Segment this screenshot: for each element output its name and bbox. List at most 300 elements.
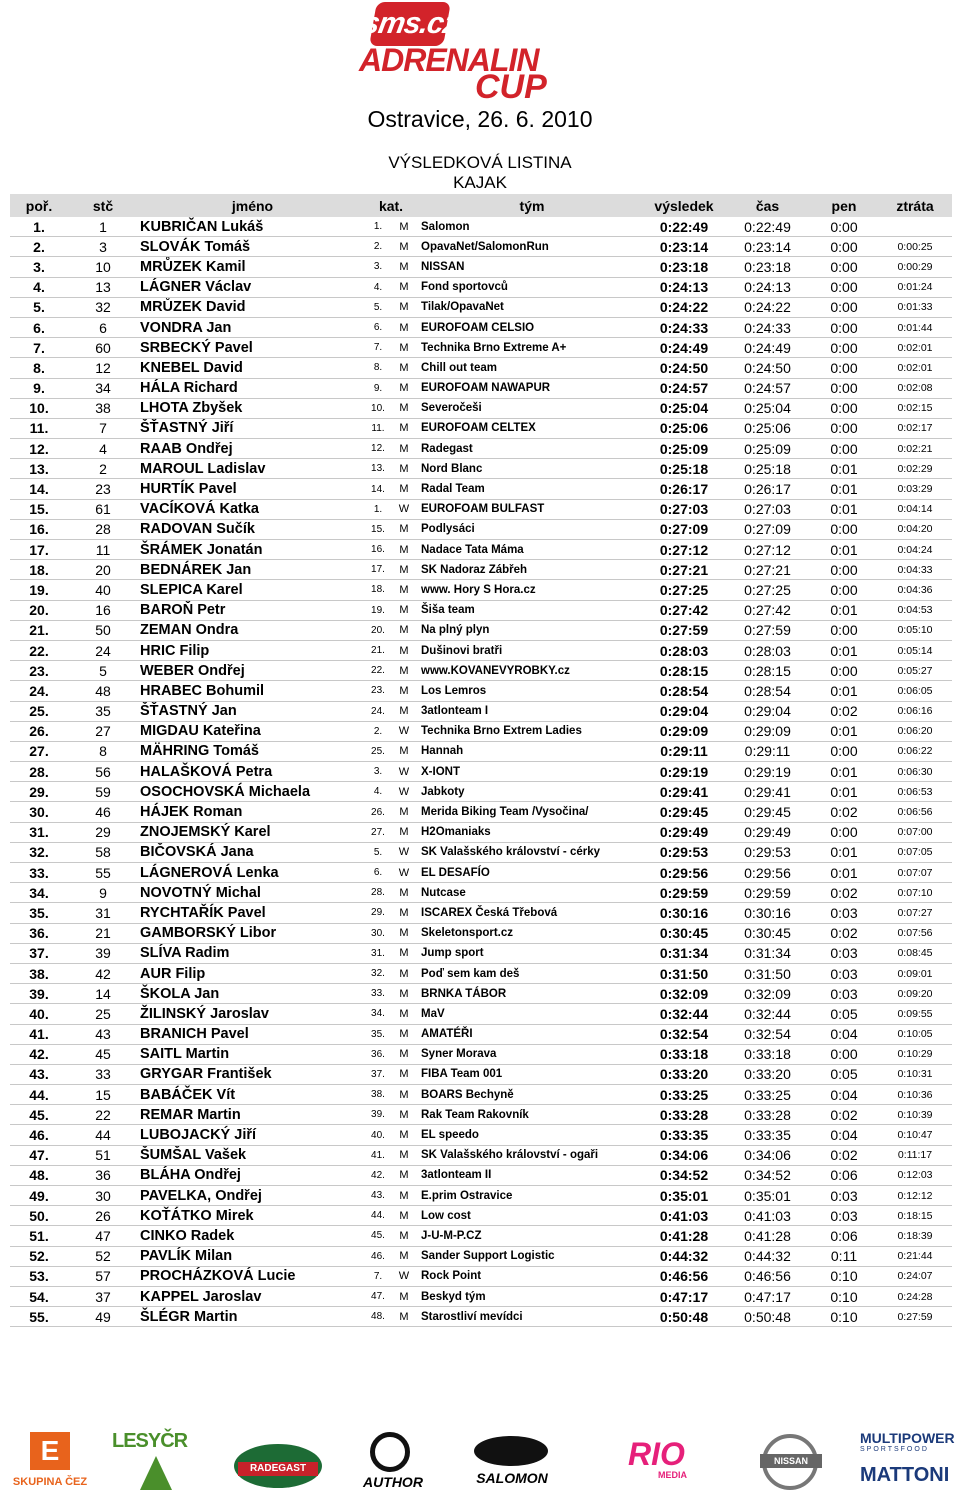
category-sex-cell: M	[391, 1226, 417, 1246]
start-number-cell: 14	[68, 984, 138, 1004]
table-row	[10, 1246, 952, 1266]
penalty-cell: 0:02	[810, 701, 878, 721]
result-cell: 0:41:03	[643, 1206, 725, 1226]
team-cell: Severočeši	[417, 398, 643, 418]
result-cell: 0:27:21	[643, 560, 725, 580]
table-row	[10, 317, 952, 337]
category-rank-cell: 31.	[365, 943, 391, 963]
time-cell: 0:27:25	[725, 580, 810, 600]
time-cell: 0:25:18	[725, 459, 810, 479]
loss-cell: 0:06:16	[878, 701, 952, 721]
loss-cell: 0:06:22	[878, 741, 952, 761]
team-cell: EL speedo	[417, 1125, 643, 1145]
category-sex-cell: W	[391, 762, 417, 782]
time-cell: 0:27:03	[725, 499, 810, 519]
loss-cell	[878, 217, 952, 237]
col-header-start-number: stč	[68, 194, 138, 217]
loss-cell: 0:11:17	[878, 1145, 952, 1165]
team-cell: Jump sport	[417, 943, 643, 963]
category-rank-cell: 28.	[365, 883, 391, 903]
start-number-cell: 34	[68, 378, 138, 398]
result-cell: 0:28:54	[643, 681, 725, 701]
time-cell: 0:33:20	[725, 1064, 810, 1084]
result-cell: 0:25:06	[643, 418, 725, 438]
table-row	[10, 842, 952, 862]
result-cell: 0:25:09	[643, 439, 725, 459]
name-cell: MIGDAU Kateřina	[138, 721, 365, 741]
position-cell: 17.	[10, 540, 68, 560]
penalty-cell: 0:03	[810, 1186, 878, 1206]
category-rank-cell: 33.	[365, 984, 391, 1004]
result-cell: 0:31:50	[643, 963, 725, 983]
result-cell: 0:34:06	[643, 1145, 725, 1165]
category-rank-cell: 5.	[365, 842, 391, 862]
loss-cell: 0:07:00	[878, 822, 952, 842]
team-cell: www.KOVANEVYROBKY.cz	[417, 661, 643, 681]
table-row	[10, 1206, 952, 1226]
name-cell: ZEMAN Ondra	[138, 620, 365, 640]
position-cell: 55.	[10, 1307, 68, 1327]
penalty-cell: 0:01	[810, 479, 878, 499]
name-cell: MAROUL Ladislav	[138, 459, 365, 479]
position-cell: 5.	[10, 297, 68, 317]
position-cell: 49.	[10, 1186, 68, 1206]
name-cell: NOVOTNÝ Michal	[138, 883, 365, 903]
time-cell: 0:41:03	[725, 1206, 810, 1226]
position-cell: 8.	[10, 358, 68, 378]
table-row	[10, 1044, 952, 1064]
team-cell: Šiša team	[417, 600, 643, 620]
time-cell: 0:23:18	[725, 257, 810, 277]
start-number-cell: 57	[68, 1266, 138, 1286]
team-cell: Na plný plyn	[417, 620, 643, 640]
team-cell: 3atlonteam II	[417, 1165, 643, 1185]
name-cell: HÁJEK Roman	[138, 802, 365, 822]
result-cell: 0:29:53	[643, 842, 725, 862]
category-rank-cell: 6.	[365, 317, 391, 337]
loss-cell: 0:07:05	[878, 842, 952, 862]
penalty-cell: 0:00	[810, 297, 878, 317]
name-cell: BIČOVSKÁ Jana	[138, 842, 365, 862]
time-cell: 0:26:17	[725, 479, 810, 499]
loss-cell: 0:06:05	[878, 681, 952, 701]
name-cell: ŠKOLA Jan	[138, 984, 365, 1004]
team-cell: Radal Team	[417, 479, 643, 499]
category-rank-cell: 15.	[365, 519, 391, 539]
category-rank-cell: 2.	[365, 237, 391, 257]
start-number-cell: 12	[68, 358, 138, 378]
category-rank-cell: 36.	[365, 1044, 391, 1064]
table-row	[10, 1165, 952, 1185]
start-number-cell: 2	[68, 459, 138, 479]
loss-cell: 0:09:01	[878, 963, 952, 983]
loss-cell: 0:01:33	[878, 297, 952, 317]
category-sex-cell: M	[391, 620, 417, 640]
loss-cell: 0:01:44	[878, 317, 952, 337]
position-cell: 35.	[10, 903, 68, 923]
name-cell: HÁLA Richard	[138, 378, 365, 398]
penalty-cell: 0:02	[810, 883, 878, 903]
loss-cell: 0:02:01	[878, 358, 952, 378]
team-cell: SK Nadoraz Zábřeh	[417, 560, 643, 580]
team-cell: www. Hory S Hora.cz	[417, 580, 643, 600]
penalty-cell: 0:00	[810, 358, 878, 378]
result-cell: 0:29:11	[643, 741, 725, 761]
penalty-cell: 0:10	[810, 1307, 878, 1327]
category-rank-cell: 1.	[365, 499, 391, 519]
position-cell: 43.	[10, 1064, 68, 1084]
name-cell: OSOCHOVSKÁ Michaela	[138, 782, 365, 802]
team-cell: Merida Biking Team /Vysočina/	[417, 802, 643, 822]
team-cell: H2Omaniaks	[417, 822, 643, 842]
position-cell: 41.	[10, 1024, 68, 1044]
position-cell: 1.	[10, 217, 68, 237]
position-cell: 9.	[10, 378, 68, 398]
table-row	[10, 277, 952, 297]
category-rank-cell: 19.	[365, 600, 391, 620]
result-cell: 0:30:16	[643, 903, 725, 923]
team-cell: Fond sportovců	[417, 277, 643, 297]
loss-cell: 0:10:39	[878, 1105, 952, 1125]
loss-cell: 0:10:31	[878, 1064, 952, 1084]
table-row	[10, 963, 952, 983]
time-cell: 0:29:59	[725, 883, 810, 903]
position-cell: 18.	[10, 560, 68, 580]
loss-cell: 0:05:27	[878, 661, 952, 681]
start-number-cell: 15	[68, 1085, 138, 1105]
name-cell: RAAB Ondřej	[138, 439, 365, 459]
category-rank-cell: 20.	[365, 620, 391, 640]
name-cell: MRŮZEK David	[138, 297, 365, 317]
category-rank-cell: 9.	[365, 378, 391, 398]
event-title: Ostravice, 26. 6. 2010	[367, 106, 593, 132]
table-row	[10, 237, 952, 257]
name-cell: HRABEC Bohumil	[138, 681, 365, 701]
result-cell: 0:33:18	[643, 1044, 725, 1064]
team-cell: Sander Support Logistic	[417, 1246, 643, 1266]
result-cell: 0:31:34	[643, 943, 725, 963]
position-cell: 28.	[10, 762, 68, 782]
category-sex-cell: W	[391, 499, 417, 519]
name-cell: KNEBEL David	[138, 358, 365, 378]
name-cell: KOŤÁTKO Mirek	[138, 1206, 365, 1226]
penalty-cell: 0:01	[810, 640, 878, 660]
name-cell: SLOVÁK Tomáš	[138, 237, 365, 257]
start-number-cell: 5	[68, 661, 138, 681]
time-cell: 0:30:16	[725, 903, 810, 923]
category-sex-cell: W	[391, 842, 417, 862]
start-number-cell: 36	[68, 1165, 138, 1185]
name-cell: WEBER Ondřej	[138, 661, 365, 681]
table-row	[10, 1064, 952, 1084]
loss-cell: 0:04:20	[878, 519, 952, 539]
category-rank-cell: 1.	[365, 217, 391, 237]
start-number-cell: 9	[68, 883, 138, 903]
position-cell: 14.	[10, 479, 68, 499]
start-number-cell: 45	[68, 1044, 138, 1064]
loss-cell: 0:18:15	[878, 1206, 952, 1226]
time-cell: 0:29:09	[725, 721, 810, 741]
penalty-cell: 0:01	[810, 540, 878, 560]
time-cell: 0:44:32	[725, 1246, 810, 1266]
category-rank-cell: 12.	[365, 439, 391, 459]
position-cell: 7.	[10, 338, 68, 358]
category-sex-cell: M	[391, 257, 417, 277]
result-cell: 0:50:48	[643, 1307, 725, 1327]
adrenalin-cup-logo	[355, 0, 605, 108]
category-sex-cell: M	[391, 1044, 417, 1064]
time-cell: 0:35:01	[725, 1186, 810, 1206]
category-rank-cell: 34.	[365, 1004, 391, 1024]
penalty-cell: 0:10	[810, 1286, 878, 1306]
name-cell: LUBOJACKÝ Jiří	[138, 1125, 365, 1145]
start-number-cell: 11	[68, 540, 138, 560]
time-cell: 0:23:14	[725, 237, 810, 257]
category-sex-cell: M	[391, 681, 417, 701]
result-cell: 0:25:18	[643, 459, 725, 479]
penalty-cell: 0:00	[810, 620, 878, 640]
loss-cell: 0:04:33	[878, 560, 952, 580]
position-cell: 15.	[10, 499, 68, 519]
category-sex-cell: W	[391, 721, 417, 741]
category-sex-cell: M	[391, 984, 417, 1004]
penalty-cell: 0:00	[810, 237, 878, 257]
time-cell: 0:25:04	[725, 398, 810, 418]
penalty-cell: 0:06	[810, 1226, 878, 1246]
result-cell: 0:23:18	[643, 257, 725, 277]
name-cell: BRANICH Pavel	[138, 1024, 365, 1044]
team-cell: Nadace Tata Máma	[417, 540, 643, 560]
time-cell: 0:29:56	[725, 863, 810, 883]
loss-cell: 0:02:01	[878, 338, 952, 358]
radegast-text: RADEGAST	[238, 1462, 318, 1476]
name-cell: KAPPEL Jaroslav	[138, 1286, 365, 1306]
salomon-swoosh-icon	[474, 1436, 548, 1466]
position-cell: 46.	[10, 1125, 68, 1145]
category-sex-cell: M	[391, 661, 417, 681]
multipower-mattoni-logos	[860, 1430, 956, 1494]
name-cell: ŠUMŠAL Vašek	[138, 1145, 365, 1165]
team-cell: Rak Team Rakovník	[417, 1105, 643, 1125]
table-row	[10, 418, 952, 438]
penalty-cell: 0:06	[810, 1165, 878, 1185]
category-sex-cell: M	[391, 1286, 417, 1306]
name-cell: ŠŤASTNÝ Jiří	[138, 418, 365, 438]
position-cell: 50.	[10, 1206, 68, 1226]
penalty-cell: 0:00	[810, 217, 878, 237]
category-sex-cell: M	[391, 217, 417, 237]
name-cell: SLÍVA Radim	[138, 943, 365, 963]
category-sex-cell: M	[391, 1085, 417, 1105]
start-number-cell: 30	[68, 1186, 138, 1206]
team-cell: EUROFOAM CELSIO	[417, 317, 643, 337]
nissan-text: NISSAN	[760, 1454, 822, 1468]
team-cell: Rock Point	[417, 1266, 643, 1286]
table-row	[10, 257, 952, 277]
time-cell: 0:24:57	[725, 378, 810, 398]
time-cell: 0:41:28	[725, 1226, 810, 1246]
result-cell: 0:24:49	[643, 338, 725, 358]
start-number-cell: 38	[68, 398, 138, 418]
category-sex-cell: M	[391, 943, 417, 963]
results-heading	[0, 153, 960, 193]
result-cell: 0:22:49	[643, 217, 725, 237]
penalty-cell: 0:01	[810, 499, 878, 519]
start-number-cell: 20	[68, 560, 138, 580]
result-cell: 0:24:33	[643, 317, 725, 337]
position-cell: 10.	[10, 398, 68, 418]
category-sex-cell: M	[391, 237, 417, 257]
col-header-time: čas	[725, 194, 810, 217]
penalty-cell: 0:02	[810, 923, 878, 943]
team-cell: ISCAREX Česká Třebová	[417, 903, 643, 923]
category-sex-cell: M	[391, 1105, 417, 1125]
category-rank-cell: 10.	[365, 398, 391, 418]
category-rank-cell: 23.	[365, 681, 391, 701]
category-rank-cell: 3.	[365, 762, 391, 782]
result-cell: 0:26:17	[643, 479, 725, 499]
name-cell: ZNOJEMSKÝ Karel	[138, 822, 365, 842]
penalty-cell: 0:04	[810, 1085, 878, 1105]
category-rank-cell: 24.	[365, 701, 391, 721]
start-number-cell: 58	[68, 842, 138, 862]
time-cell: 0:32:09	[725, 984, 810, 1004]
name-cell: GRYGAR František	[138, 1064, 365, 1084]
time-cell: 0:24:50	[725, 358, 810, 378]
penalty-cell: 0:01	[810, 782, 878, 802]
category-rank-cell: 7.	[365, 338, 391, 358]
start-number-cell: 31	[68, 903, 138, 923]
name-cell: SLEPICA Karel	[138, 580, 365, 600]
start-number-cell: 24	[68, 640, 138, 660]
loss-cell: 0:27:59	[878, 1307, 952, 1327]
time-cell: 0:27:21	[725, 560, 810, 580]
table-row	[10, 217, 952, 237]
loss-cell: 0:07:56	[878, 923, 952, 943]
time-cell: 0:28:03	[725, 640, 810, 660]
team-cell: EUROFOAM BULFAST	[417, 499, 643, 519]
time-cell: 0:28:15	[725, 661, 810, 681]
position-cell: 36.	[10, 923, 68, 943]
team-cell: EUROFOAM NAWAPUR	[417, 378, 643, 398]
sponsor-bar	[0, 1428, 960, 1494]
start-number-cell: 21	[68, 923, 138, 943]
position-cell: 26.	[10, 721, 68, 741]
penalty-cell: 0:00	[810, 822, 878, 842]
name-cell: PROCHÁZKOVÁ Lucie	[138, 1266, 365, 1286]
table-row	[10, 822, 952, 842]
category-sex-cell: M	[391, 1206, 417, 1226]
penalty-cell: 0:03	[810, 1206, 878, 1226]
table-row	[10, 640, 952, 660]
time-cell: 0:24:13	[725, 277, 810, 297]
start-number-cell: 22	[68, 1105, 138, 1125]
category-rank-cell: 6.	[365, 863, 391, 883]
name-cell: CINKO Radek	[138, 1226, 365, 1246]
category-rank-cell: 3.	[365, 257, 391, 277]
table-row	[10, 620, 952, 640]
start-number-cell: 51	[68, 1145, 138, 1165]
start-number-cell: 55	[68, 863, 138, 883]
time-cell: 0:46:56	[725, 1266, 810, 1286]
loss-cell: 0:01:24	[878, 277, 952, 297]
position-cell: 19.	[10, 580, 68, 600]
name-cell: PAVLÍK Milan	[138, 1246, 365, 1266]
penalty-cell: 0:00	[810, 418, 878, 438]
table-row	[10, 358, 952, 378]
category-rank-cell: 45.	[365, 1226, 391, 1246]
table-row	[10, 984, 952, 1004]
loss-cell: 0:06:20	[878, 721, 952, 741]
tree-icon	[140, 1456, 172, 1490]
table-row	[10, 1004, 952, 1024]
team-cell: EL DESAFÍO	[417, 863, 643, 883]
category-rank-cell: 13.	[365, 459, 391, 479]
name-cell: VONDRA Jan	[138, 317, 365, 337]
result-cell: 0:24:22	[643, 297, 725, 317]
time-cell: 0:24:22	[725, 297, 810, 317]
table-row	[10, 600, 952, 620]
time-cell: 0:33:28	[725, 1105, 810, 1125]
discipline: KAJAK	[453, 173, 507, 192]
penalty-cell: 0:00	[810, 661, 878, 681]
loss-cell: 0:07:10	[878, 883, 952, 903]
loss-cell: 0:05:10	[878, 620, 952, 640]
results-table	[10, 194, 952, 1327]
result-cell: 0:29:19	[643, 762, 725, 782]
category-sex-cell: M	[391, 277, 417, 297]
name-cell: HALAŠKOVÁ Petra	[138, 762, 365, 782]
start-number-cell: 42	[68, 963, 138, 983]
name-cell: ŽILINSKÝ Jaroslav	[138, 1004, 365, 1024]
position-cell: 16.	[10, 519, 68, 539]
category-rank-cell: 18.	[365, 580, 391, 600]
table-row	[10, 1266, 952, 1286]
position-cell: 20.	[10, 600, 68, 620]
time-cell: 0:29:41	[725, 782, 810, 802]
penalty-cell: 0:03	[810, 943, 878, 963]
name-cell: ŠRÁMEK Jonatán	[138, 540, 365, 560]
table-row	[10, 540, 952, 560]
category-sex-cell: M	[391, 1064, 417, 1084]
start-number-cell: 40	[68, 580, 138, 600]
category-rank-cell: 4.	[365, 277, 391, 297]
loss-cell: 0:24:28	[878, 1286, 952, 1306]
penalty-cell: 0:00	[810, 741, 878, 761]
loss-cell: 0:07:07	[878, 863, 952, 883]
category-sex-cell: M	[391, 1024, 417, 1044]
time-cell: 0:31:34	[725, 943, 810, 963]
loss-cell: 0:24:07	[878, 1266, 952, 1286]
penalty-cell: 0:11	[810, 1246, 878, 1266]
result-cell: 0:27:03	[643, 499, 725, 519]
category-sex-cell: M	[391, 1125, 417, 1145]
team-cell: Los Lemros	[417, 681, 643, 701]
result-cell: 0:24:50	[643, 358, 725, 378]
loss-cell: 0:09:55	[878, 1004, 952, 1024]
category-sex-cell: M	[391, 439, 417, 459]
category-rank-cell: 14.	[365, 479, 391, 499]
category-rank-cell: 17.	[365, 560, 391, 580]
time-cell: 0:47:17	[725, 1286, 810, 1306]
multipower-text: MULTIPOWER	[860, 1430, 955, 1446]
category-sex-cell: M	[391, 822, 417, 842]
name-cell: ŠŤASTNÝ Jan	[138, 701, 365, 721]
start-number-cell: 44	[68, 1125, 138, 1145]
start-number-cell: 3	[68, 237, 138, 257]
team-cell: SK Valašského království - ogaři	[417, 1145, 643, 1165]
category-sex-cell: M	[391, 560, 417, 580]
